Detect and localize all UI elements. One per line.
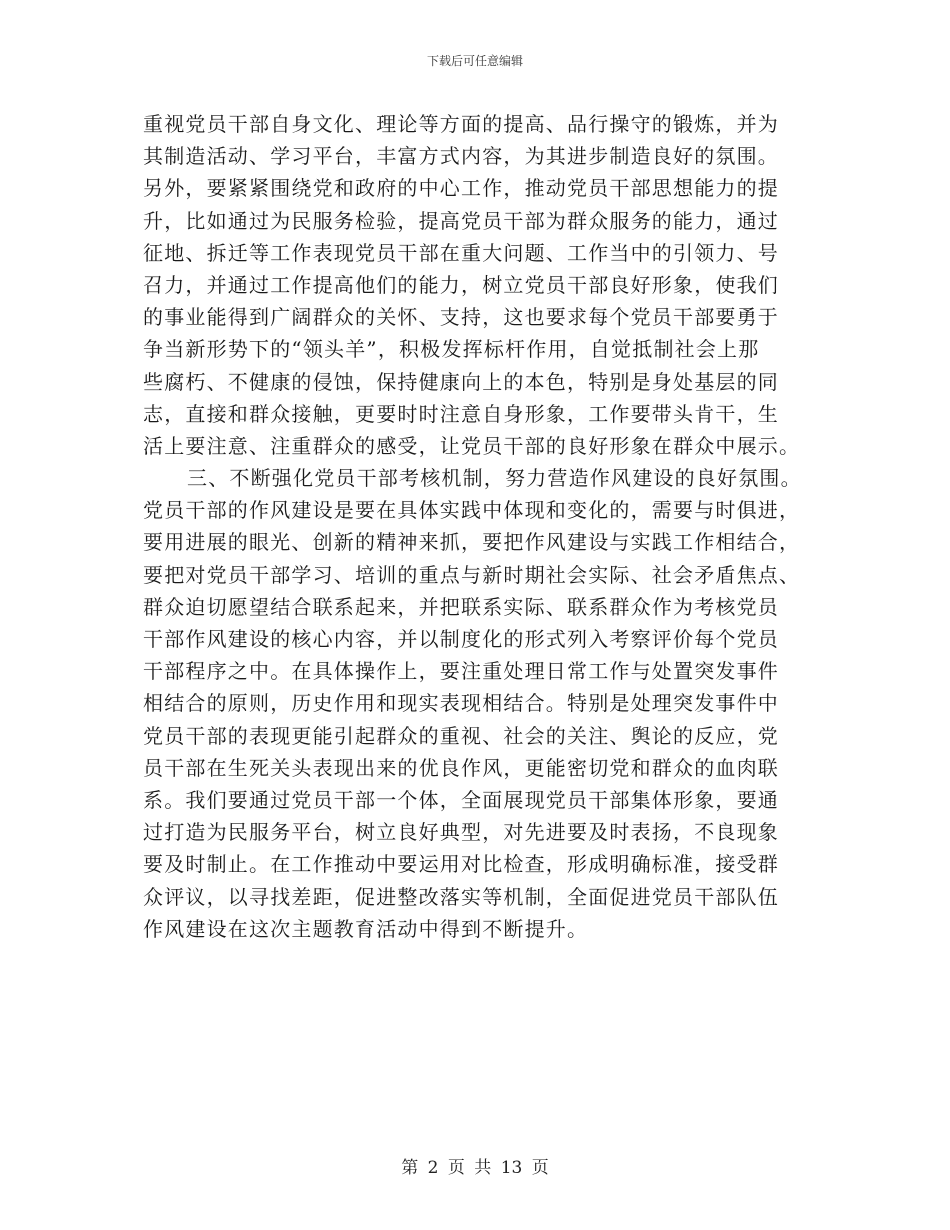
text-line: 众评议，以寻找差距，促进整改落实等机制，全面促进党员干部队伍 <box>143 884 779 909</box>
text-line: 系。我们要通过党员干部一个体，全面展现党员干部集体形象，要通 <box>143 787 779 812</box>
text-line: 干部作风建设的核心内容，并以制度化的形式列入考察评价每个党员 <box>143 627 779 651</box>
text-line: 党员干部的作风建设是要在具体实践中体现和变化的，需要与时俱进， <box>143 498 801 523</box>
text-line: 过打造为民服务平台，树立良好典型，对先进要及时表扬，不良现象 <box>143 820 779 845</box>
text-line: 要把对党员干部学习、培训的重点与新时期社会实际、社会矛盾焦点、 <box>143 562 801 587</box>
page-number-footer: 第 2 页 共 13 页 <box>401 1158 549 1178</box>
text-line: 活上要注意、注重群众的感受，让党员干部的良好形象在群众中展示。 <box>143 433 801 458</box>
text-line: 另外，要紧紧围绕党和政府的中心工作，推动党员干部思想能力的提 <box>143 176 779 201</box>
text-line: 要用进展的眼光、创新的精神来抓，要把作风建设与实践工作相结合， <box>143 530 801 555</box>
text-line: 升，比如通过为民服务检验，提高党员干部为群众服务的能力，通过 <box>143 208 779 233</box>
text-line: 相结合的原则，历史作用和现实表现相结合。特别是处理突发事件中 <box>143 691 779 716</box>
text-line: 作风建设在这次主题教育活动中得到不断提升。 <box>143 916 589 941</box>
section-heading: 三、不断强化党员干部考核机制，努力营造作风建设的良好氛围。 <box>187 466 802 491</box>
page-header: 下载后可任意编辑 <box>426 54 523 68</box>
text-line: 的事业能得到广阔群众的关怀、支持，这也要求每个党员干部要勇于 <box>143 305 779 330</box>
text-line: 召力，并通过工作提高他们的能力，树立党员干部良好形象，使我们 <box>143 272 779 297</box>
text-line: 重视党员干部自身文化、理论等方面的提高、品行操守的锻炼，并为 <box>143 112 779 136</box>
text-line: 群众迫切愿望结合联系起来，并把联系实际、联系群众作为考核党员 <box>143 594 779 619</box>
text-line: 要及时制止。在工作推动中要运用对比检查，形成明确标准，接受群 <box>143 852 779 877</box>
text-line: 其制造活动、学习平台，丰富方式内容，为其进步制造良好的氛围。 <box>143 144 779 169</box>
text-line: 些腐朽、不健康的侵蚀，保持健康向上的本色，特别是身处基层的同 <box>143 369 779 394</box>
text-line: 征地、拆迁等工作表现党员干部在重大问题、工作当中的引领力、号 <box>143 240 779 265</box>
text-line: 员干部在生死关头表现出来的优良作风，更能密切党和群众的血肉联 <box>143 755 779 780</box>
body-text <box>143 108 823 945</box>
text-line: 争当新形势下的“领头羊”，积极发挥标杆作用，自觉抵制社会上那 <box>143 337 760 362</box>
text-line: 志，直接和群众接触，更要时时注意自身形象，工作要带头肯干，生 <box>143 401 779 426</box>
text-line: 干部程序之中。在具体操作上，要注重处理日常工作与处置突发事件 <box>143 659 779 684</box>
text-line: 党员干部的表现更能引起群众的重视、社会的关注、舆论的反应，党 <box>143 723 779 748</box>
